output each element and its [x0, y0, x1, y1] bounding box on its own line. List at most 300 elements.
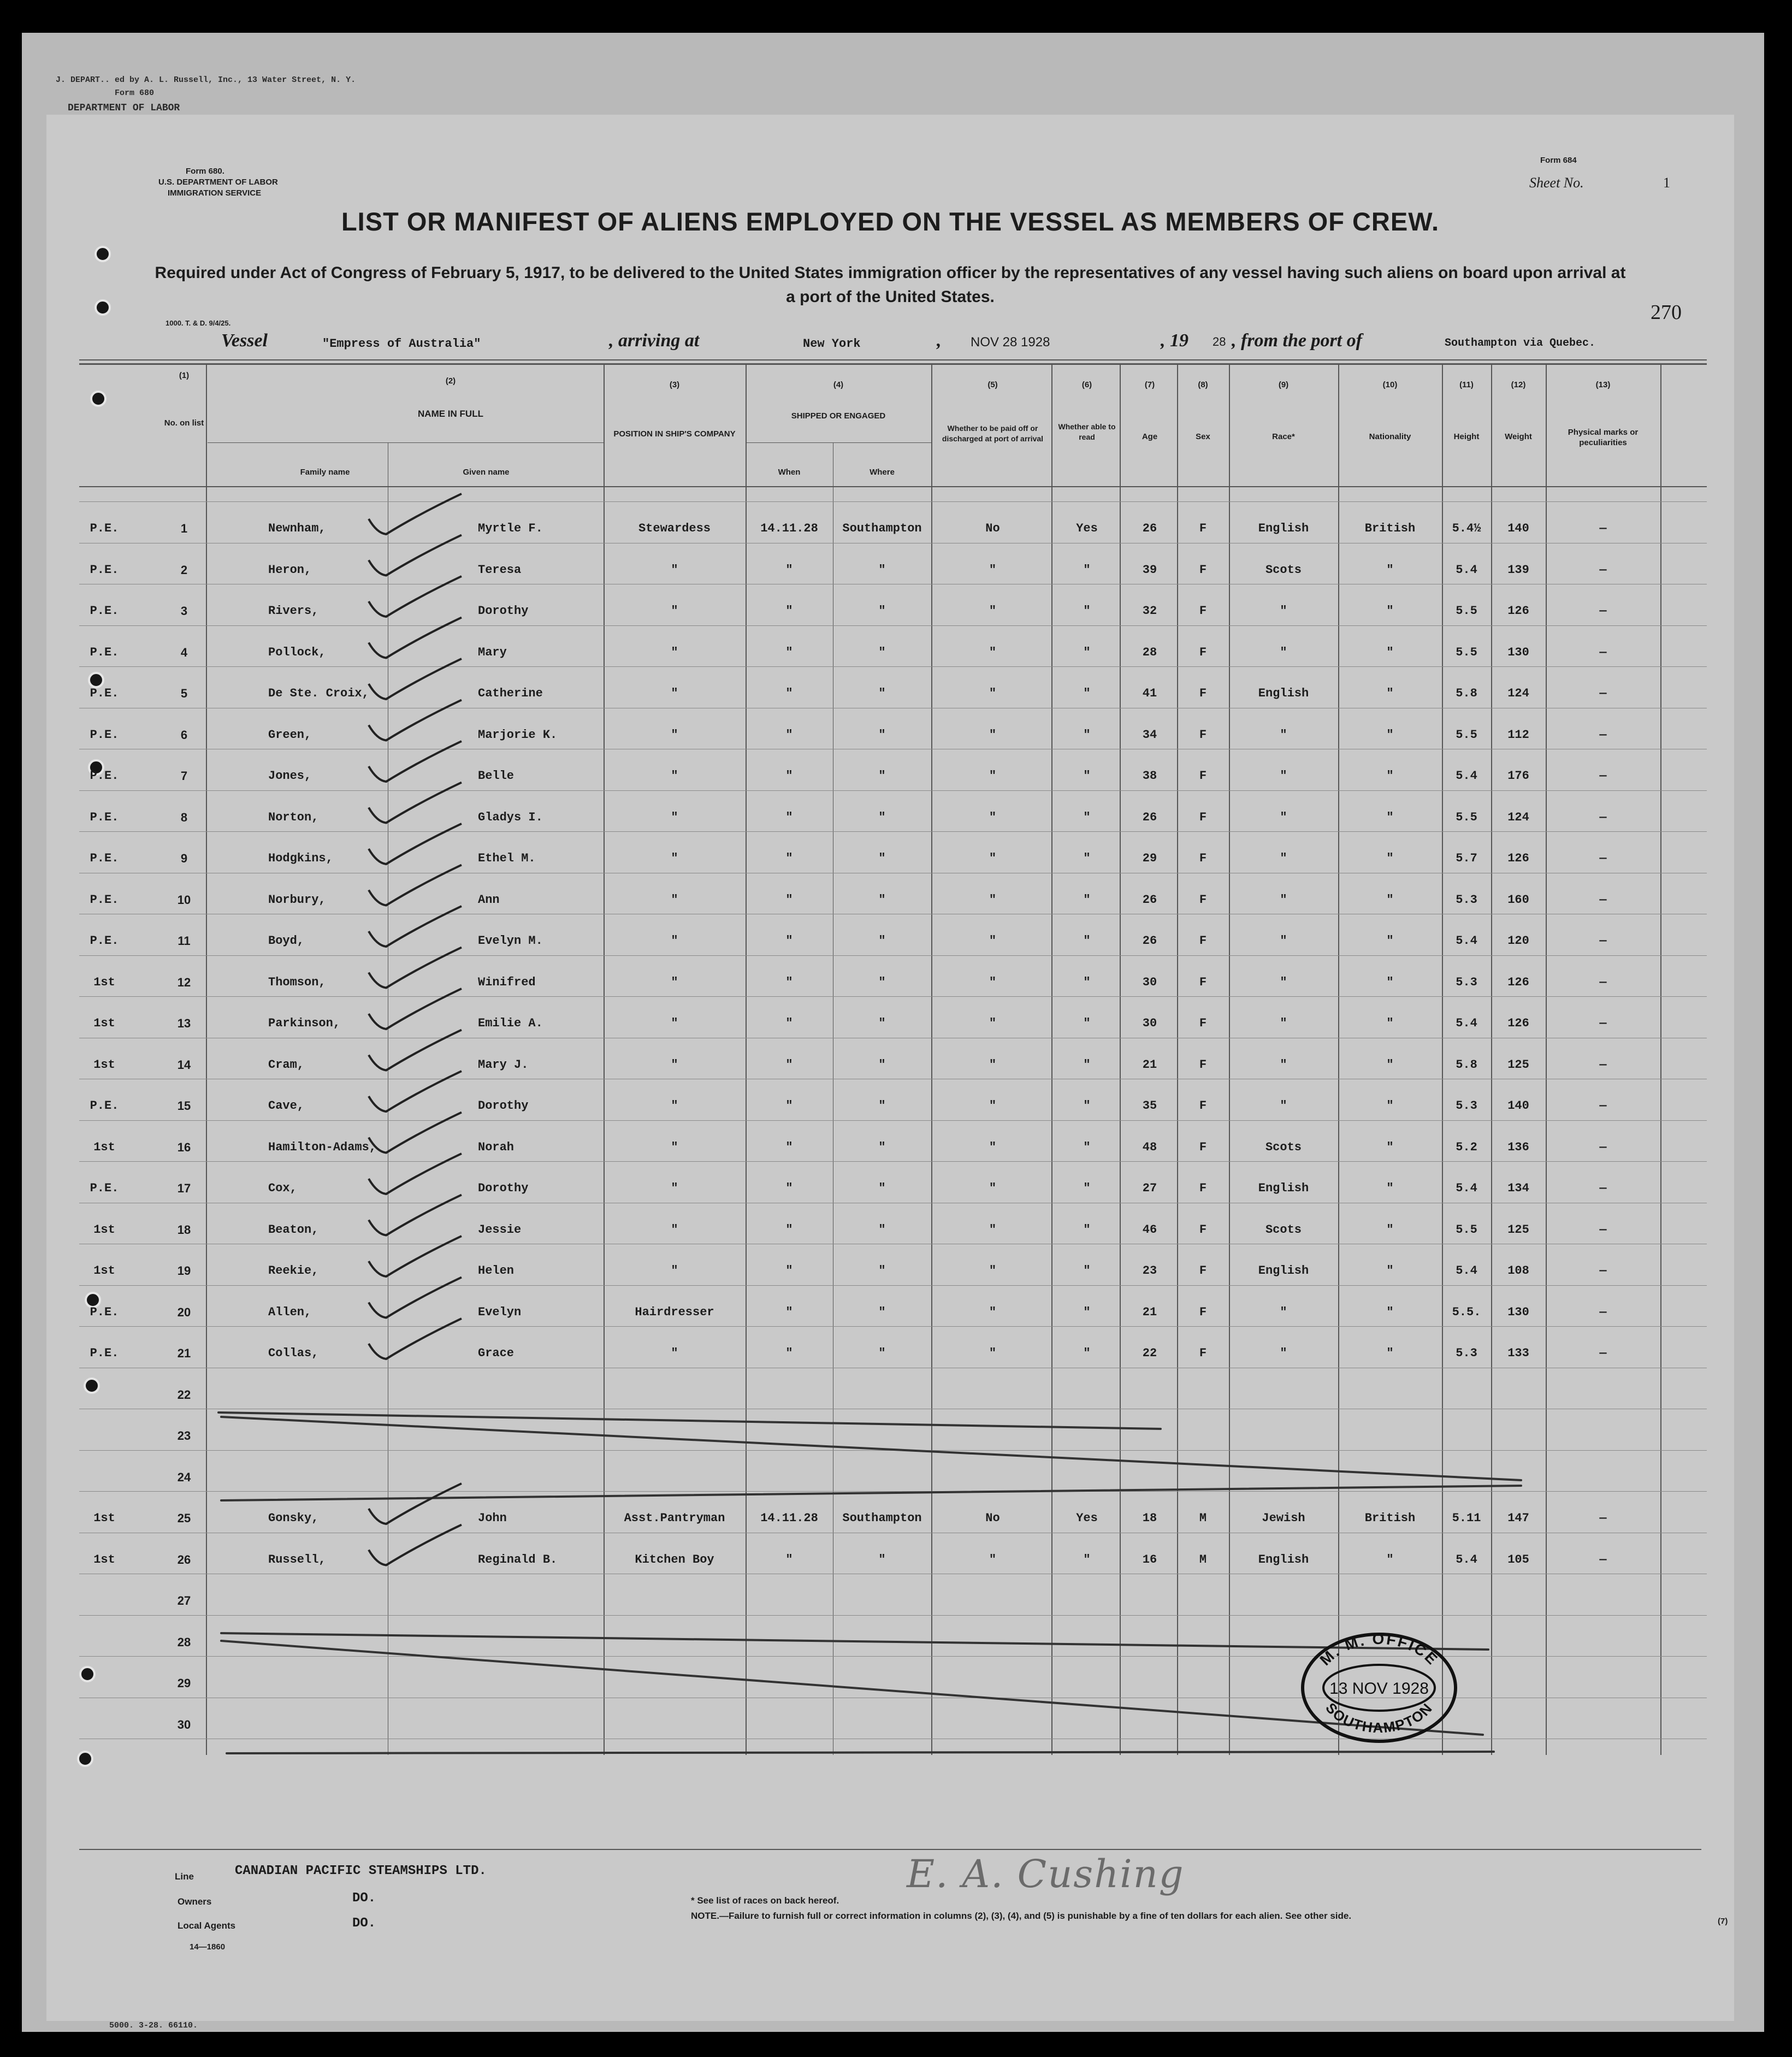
- cell-position: ": [671, 893, 678, 907]
- cell-when: 14.11.28: [760, 522, 818, 535]
- cell-marks: —: [1599, 1016, 1607, 1030]
- cell-no: 18: [177, 1223, 191, 1237]
- cell-nat: ": [1386, 1264, 1394, 1278]
- cell-sex: F: [1199, 1140, 1207, 1154]
- cell-paid: ": [989, 1553, 997, 1567]
- cell-class: P.E.: [90, 604, 119, 618]
- cell-nat: ": [1386, 934, 1394, 948]
- cell-no: 22: [177, 1388, 191, 1402]
- cell-weight: 176: [1507, 769, 1529, 783]
- from-port: Southampton via Quebec.: [1445, 337, 1596, 350]
- cell-weight: 134: [1507, 1181, 1529, 1195]
- back-department: DEPARTMENT OF LABOR: [68, 103, 180, 114]
- cell-no: 30: [177, 1718, 191, 1731]
- cell-paid: ": [989, 728, 997, 742]
- check-mark: [369, 1113, 462, 1153]
- cell-class: P.E.: [90, 563, 119, 577]
- cell-class: P.E.: [90, 893, 119, 907]
- cell-position: ": [671, 728, 678, 742]
- cell-nat: ": [1386, 604, 1394, 618]
- cell-weight: 124: [1507, 687, 1529, 700]
- cell-nat: ": [1386, 769, 1394, 783]
- cell-paid: ": [989, 646, 997, 659]
- cell-no: 5: [180, 687, 188, 700]
- cell-read: ": [1083, 1223, 1091, 1237]
- cell-class: P.E.: [90, 811, 119, 824]
- footer-owners-label: Owners: [178, 1896, 212, 1907]
- cell-age: 16: [1142, 1553, 1157, 1567]
- cell-marks: —: [1599, 769, 1607, 783]
- cell-family: Boyd,: [268, 934, 305, 948]
- check-mark: [369, 824, 462, 864]
- cell-sex: F: [1199, 1181, 1207, 1195]
- cell-where: ": [878, 893, 886, 907]
- cell-nat: British: [1364, 522, 1416, 535]
- cell-nat: ": [1386, 1223, 1394, 1237]
- cell-marks: —: [1599, 976, 1607, 989]
- cell-race: Scots: [1265, 563, 1302, 577]
- cell-height: 5.4: [1456, 769, 1477, 783]
- check-mark: [369, 1030, 462, 1071]
- footer-line-label: Line: [175, 1871, 194, 1882]
- cell-read: ": [1083, 687, 1091, 700]
- cell-family: Russell,: [268, 1553, 326, 1567]
- col-5-number: (5): [987, 380, 998, 389]
- cell-weight: 147: [1507, 1511, 1529, 1525]
- cell-position: ": [671, 1016, 678, 1030]
- cell-position: ": [671, 852, 678, 865]
- cell-height: 5.5: [1456, 811, 1477, 824]
- cell-given: Winifred: [478, 976, 536, 989]
- cell-read: ": [1083, 563, 1091, 577]
- cell-nat: ": [1386, 852, 1394, 865]
- cell-age: 26: [1142, 811, 1157, 824]
- department-label: U.S. DEPARTMENT OF LABOR: [158, 178, 278, 187]
- cell-class: P.E.: [90, 1305, 119, 1319]
- cell-family: Reekie,: [268, 1264, 319, 1278]
- stamp-top: M. M. OFFICE: [1316, 1630, 1442, 1669]
- cell-position: ": [671, 1264, 678, 1278]
- cell-height: 5.5: [1456, 604, 1477, 618]
- cell-where: ": [878, 1140, 886, 1154]
- cell-when: ": [785, 893, 793, 907]
- cell-family: Heron,: [268, 563, 312, 577]
- cell-weight: 125: [1507, 1223, 1529, 1237]
- cell-race: ": [1280, 852, 1287, 865]
- cell-age: 23: [1142, 1264, 1157, 1278]
- cell-nat: ": [1386, 1016, 1394, 1030]
- cell-weight: 112: [1507, 728, 1529, 742]
- cell-when: ": [785, 1223, 793, 1237]
- cell-marks: —: [1599, 1181, 1607, 1195]
- cell-where: ": [878, 563, 886, 577]
- cell-race: English: [1258, 1264, 1309, 1278]
- cell-when: ": [785, 811, 793, 824]
- col-3-number: (3): [669, 380, 680, 389]
- col-physical-marks: Physical marks or peculiarities: [1568, 428, 1639, 447]
- cell-position: Asst.Pantryman: [624, 1511, 725, 1525]
- cell-family: Jones,: [268, 769, 312, 783]
- cell-paid: ": [989, 1058, 997, 1072]
- cell-read: ": [1083, 1553, 1091, 1567]
- cell-weight: 130: [1507, 646, 1529, 659]
- cell-age: 35: [1142, 1099, 1157, 1113]
- cell-age: 48: [1142, 1140, 1157, 1154]
- cell-paid: ": [989, 604, 997, 618]
- cell-where: ": [878, 1553, 886, 1567]
- cell-weight: 120: [1507, 934, 1529, 948]
- cell-paid: ": [989, 1016, 997, 1030]
- cell-height: 5.4: [1456, 1264, 1477, 1278]
- cell-nat: ": [1386, 646, 1394, 659]
- col-able-read: Whether able to read: [1058, 422, 1116, 441]
- cell-no: 2: [180, 563, 188, 577]
- cell-paid: ": [989, 852, 997, 865]
- master-signature: E. A. Cushing: [907, 1852, 1185, 1896]
- cell-no: 4: [180, 646, 188, 659]
- cell-where: ": [878, 646, 886, 659]
- cell-marks: —: [1599, 1305, 1607, 1319]
- cell-weight: 130: [1507, 1305, 1529, 1319]
- cell-age: 34: [1142, 728, 1157, 742]
- cell-marks: —: [1599, 604, 1607, 618]
- cell-where: Southampton: [842, 1511, 922, 1525]
- check-mark: [369, 700, 462, 741]
- cell-no: 16: [177, 1140, 191, 1154]
- check-mark: [369, 989, 462, 1029]
- cell-class: 1st: [93, 976, 115, 989]
- cell-sex: F: [1199, 1016, 1207, 1030]
- check-mark: [369, 576, 462, 617]
- cell-nat: ": [1386, 976, 1394, 989]
- col-6-number: (6): [1081, 380, 1092, 389]
- cell-age: 39: [1142, 563, 1157, 577]
- cell-weight: 126: [1507, 604, 1529, 618]
- cell-when: ": [785, 769, 793, 783]
- cell-when: ": [785, 1099, 793, 1113]
- cell-when: ": [785, 1553, 793, 1567]
- cell-family: Cram,: [268, 1058, 305, 1072]
- col-when: When: [778, 468, 801, 477]
- cell-when: ": [785, 1016, 793, 1030]
- cell-given: Dorothy: [478, 1099, 529, 1113]
- check-mark: [369, 618, 462, 658]
- cell-given: Dorothy: [478, 604, 529, 618]
- cell-race: ": [1280, 604, 1287, 618]
- cell-class: 1st: [93, 1553, 115, 1567]
- cell-read: ": [1083, 646, 1091, 659]
- cell-height: 5.3: [1456, 1346, 1477, 1360]
- col-nationality: Nationality: [1369, 432, 1411, 441]
- arriving-port: New York: [803, 337, 861, 351]
- col-age: Age: [1142, 432, 1158, 441]
- cell-position: ": [671, 976, 678, 989]
- cell-position: ": [671, 563, 678, 577]
- manifest-subtitle: Required under Act of Congress of February 5, 1917, to be delivered to the United States immigration officer by the representatives of any vessel having such aliens on board upon arrival at a port of the United States.: [155, 264, 1626, 306]
- cell-marks: —: [1599, 687, 1607, 700]
- cell-read: ": [1083, 1305, 1091, 1319]
- cell-no: 28: [177, 1635, 191, 1649]
- check-mark: [369, 1236, 462, 1276]
- cell-where: ": [878, 1181, 886, 1195]
- cell-age: 27: [1142, 1181, 1157, 1195]
- cell-nat: British: [1364, 1511, 1416, 1525]
- cell-read: ": [1083, 1016, 1091, 1030]
- line-comma: ,: [937, 330, 942, 351]
- cell-weight: 160: [1507, 893, 1529, 907]
- svg-text:M. M. OFFICE: [1317, 1630, 1442, 1669]
- cell-sex: F: [1199, 1264, 1207, 1278]
- cell-sex: F: [1199, 604, 1207, 618]
- cell-paid: No: [985, 522, 1000, 535]
- cell-sex: F: [1199, 976, 1207, 989]
- cell-age: 29: [1142, 852, 1157, 865]
- sheet-number-value: 1: [1663, 175, 1670, 191]
- cell-sex: F: [1199, 563, 1207, 577]
- cell-class: 1st: [93, 1223, 115, 1237]
- cell-sex: F: [1199, 1223, 1207, 1237]
- year-value: 28: [1213, 335, 1226, 348]
- cell-class: P.E.: [90, 728, 119, 742]
- cell-given: Dorothy: [478, 1181, 529, 1195]
- col-4-number: (4): [833, 380, 844, 389]
- cell-when: ": [785, 646, 793, 659]
- cell-given: Mary J.: [478, 1058, 529, 1072]
- cell-given: Emilie A.: [478, 1016, 543, 1030]
- cell-height: 5.4: [1456, 934, 1477, 948]
- service-label: IMMIGRATION SERVICE: [168, 188, 262, 198]
- cell-family: Green,: [268, 728, 312, 742]
- cell-read: ": [1083, 811, 1091, 824]
- cell-age: 41: [1142, 687, 1157, 700]
- col-shipped-engaged: SHIPPED OR ENGAGED: [791, 411, 886, 421]
- cell-family: Cave,: [268, 1099, 305, 1113]
- cell-position: ": [671, 934, 678, 948]
- cell-weight: 126: [1507, 976, 1529, 989]
- cell-when: ": [785, 1181, 793, 1195]
- cell-family: Collas,: [268, 1346, 319, 1360]
- cell-family: Pollock,: [268, 646, 326, 659]
- cell-where: ": [878, 1099, 886, 1113]
- cell-race: ": [1280, 1058, 1287, 1072]
- check-mark: [369, 1071, 462, 1112]
- manifest-sheet: [46, 115, 1734, 2021]
- cell-height: 5.3: [1456, 893, 1477, 907]
- cell-when: ": [785, 852, 793, 865]
- cell-no: 12: [177, 976, 191, 989]
- cell-marks: —: [1599, 563, 1607, 577]
- cell-class: P.E.: [90, 522, 119, 535]
- cell-position: ": [671, 769, 678, 783]
- cell-age: 21: [1142, 1058, 1157, 1072]
- cell-where: ": [878, 811, 886, 824]
- stamp-number: 270: [1651, 301, 1682, 324]
- footer-print-code: 14—1860: [190, 1942, 226, 1952]
- cell-when: ": [785, 934, 793, 948]
- cell-given: John: [478, 1511, 507, 1525]
- cell-class: P.E.: [90, 769, 119, 783]
- cell-where: ": [878, 728, 886, 742]
- cell-race: ": [1280, 811, 1287, 824]
- cell-family: De Ste. Croix,: [268, 687, 369, 700]
- cell-no: 25: [177, 1511, 191, 1525]
- back-form: Form 680: [115, 88, 155, 98]
- cell-paid: ": [989, 1305, 997, 1319]
- cell-marks: —: [1599, 1099, 1607, 1113]
- cell-height: 5.5: [1456, 1223, 1477, 1237]
- cell-age: 30: [1142, 976, 1157, 989]
- cell-sex: F: [1199, 1305, 1207, 1319]
- cell-marks: —: [1599, 1058, 1607, 1072]
- cell-race: ": [1280, 728, 1287, 742]
- cell-where: ": [878, 1305, 886, 1319]
- cell-no: 10: [177, 893, 191, 907]
- check-mark: [369, 535, 462, 576]
- cell-race: ": [1280, 646, 1287, 659]
- form-right: Form 684: [1540, 156, 1577, 165]
- col-height: Height: [1453, 432, 1480, 441]
- cell-class: P.E.: [90, 934, 119, 948]
- cell-given: Ann: [478, 893, 500, 907]
- cell-sex: F: [1199, 893, 1207, 907]
- footer-agents-value: DO.: [352, 1916, 376, 1931]
- cell-race: ": [1280, 1346, 1287, 1360]
- cell-nat: ": [1386, 1140, 1394, 1154]
- cell-nat: ": [1386, 687, 1394, 700]
- cell-no: 27: [177, 1594, 191, 1607]
- cell-height: 5.3: [1456, 976, 1477, 989]
- cell-where: ": [878, 976, 886, 989]
- cell-when: ": [785, 1346, 793, 1360]
- cell-when: ": [785, 728, 793, 742]
- cell-read: ": [1083, 1346, 1091, 1360]
- check-mark: [369, 1525, 462, 1565]
- office-stamp: [1297, 1628, 1461, 1745]
- cell-read: ": [1083, 1140, 1091, 1154]
- cell-position: Stewardess: [638, 522, 711, 535]
- cell-age: 26: [1142, 893, 1157, 907]
- cell-age: 38: [1142, 769, 1157, 783]
- cell-sex: F: [1199, 687, 1207, 700]
- cell-family: Gonsky,: [268, 1511, 319, 1525]
- cell-given: Marjorie K.: [478, 728, 558, 742]
- cell-paid: ": [989, 1140, 997, 1154]
- cell-marks: —: [1599, 1264, 1607, 1278]
- cell-class: P.E.: [90, 687, 119, 700]
- cell-nat: ": [1386, 811, 1394, 824]
- cell-given: Jessie: [478, 1223, 522, 1237]
- col-8-number: (8): [1198, 380, 1208, 389]
- cell-age: 26: [1142, 522, 1157, 535]
- col-7-number: (7): [1144, 380, 1155, 389]
- cell-marks: —: [1599, 1346, 1607, 1360]
- footer-rule: [79, 1849, 1701, 1850]
- cell-height: 5.4: [1456, 1181, 1477, 1195]
- cell-no: 6: [180, 728, 188, 742]
- cell-paid: ": [989, 1264, 997, 1278]
- footer-line-value: CANADIAN PACIFIC STEAMSHIPS LTD.: [235, 1864, 487, 1878]
- cell-no: 7: [180, 769, 188, 783]
- cell-read: ": [1083, 728, 1091, 742]
- cell-when: ": [785, 1140, 793, 1154]
- cell-family: Allen,: [268, 1305, 312, 1319]
- cell-sex: F: [1199, 1099, 1207, 1113]
- cell-position: ": [671, 1058, 678, 1072]
- cell-paid: ": [989, 687, 997, 700]
- cell-race: Scots: [1265, 1140, 1302, 1154]
- cell-marks: —: [1599, 522, 1607, 535]
- cell-class: 1st: [93, 1058, 115, 1072]
- col-family-name: Family name: [300, 468, 350, 477]
- cell-nat: ": [1386, 1058, 1394, 1072]
- cell-class: P.E.: [90, 1099, 119, 1113]
- cell-race: English: [1258, 1181, 1309, 1195]
- cell-nat: ": [1386, 1305, 1394, 1319]
- cell-read: ": [1083, 934, 1091, 948]
- cell-sex: F: [1199, 852, 1207, 865]
- footer-owners-value: DO.: [352, 1891, 376, 1906]
- cell-height: 5.4: [1456, 563, 1477, 577]
- cell-family: Hodgkins,: [268, 852, 333, 865]
- cell-position: Hairdresser: [635, 1305, 714, 1319]
- cell-family: Cox,: [268, 1181, 297, 1195]
- col-race: Race*: [1272, 432, 1295, 441]
- cell-family: Thomson,: [268, 976, 326, 989]
- check-marks: [46, 115, 1734, 2021]
- cell-weight: 108: [1507, 1264, 1529, 1278]
- cell-weight: 140: [1507, 1099, 1529, 1113]
- cell-given: Norah: [478, 1140, 514, 1154]
- col-2-number: (2): [445, 376, 456, 386]
- cell-paid: No: [985, 1511, 1000, 1525]
- cell-given: Catherine: [478, 687, 543, 700]
- cell-marks: —: [1599, 728, 1607, 742]
- cell-class: 1st: [93, 1511, 115, 1525]
- cell-nat: ": [1386, 893, 1394, 907]
- td-reference: 1000. T. & D. 9/4/25.: [165, 319, 231, 327]
- cell-marks: —: [1599, 852, 1607, 865]
- cell-position: ": [671, 1223, 678, 1237]
- cell-height: 5.8: [1456, 1058, 1477, 1072]
- cell-weight: 133: [1507, 1346, 1529, 1360]
- cell-position: ": [671, 1346, 678, 1360]
- cell-no: 29: [177, 1676, 191, 1690]
- cell-height: 5.4: [1456, 1553, 1477, 1567]
- vessel-name: "Empress of Australia": [322, 337, 481, 351]
- cell-weight: 126: [1507, 1016, 1529, 1030]
- cell-nat: ": [1386, 728, 1394, 742]
- check-mark: [369, 1195, 462, 1236]
- cell-sex: M: [1199, 1553, 1207, 1567]
- cell-read: ": [1083, 1264, 1091, 1278]
- cell-sex: F: [1199, 769, 1207, 783]
- cell-class: 1st: [93, 1264, 115, 1278]
- cell-when: ": [785, 604, 793, 618]
- cell-when: ": [785, 1305, 793, 1319]
- cell-sex: F: [1199, 728, 1207, 742]
- cell-marks: —: [1599, 893, 1607, 907]
- cell-read: ": [1083, 1058, 1091, 1072]
- cell-when: ": [785, 976, 793, 989]
- cell-paid: ": [989, 976, 997, 989]
- cell-where: ": [878, 934, 886, 948]
- cell-race: English: [1258, 687, 1309, 700]
- cell-height: 5.3: [1456, 1099, 1477, 1113]
- cell-marks: —: [1599, 1223, 1607, 1237]
- cell-position: Kitchen Boy: [635, 1553, 714, 1567]
- cell-sex: F: [1199, 934, 1207, 948]
- cell-height: 5.4½: [1452, 522, 1481, 535]
